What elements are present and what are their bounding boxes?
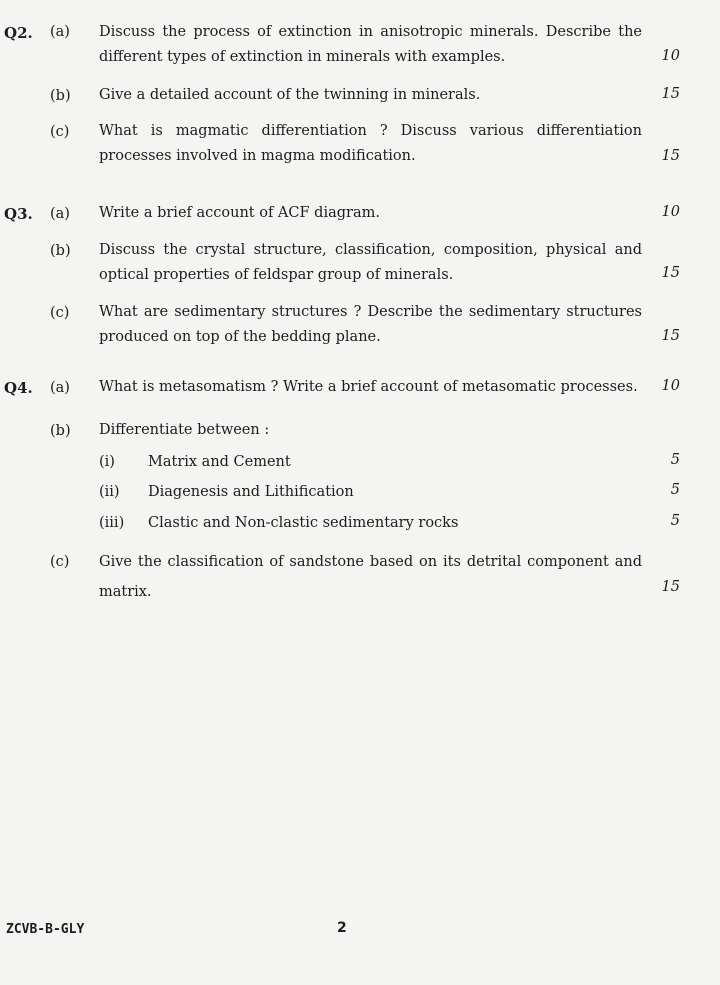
part-label: (b) [50, 243, 71, 259]
subpart-label: (iii) [99, 515, 125, 531]
question-text: What is metasomatism ? Write a brief account of metasomatic processes. [99, 379, 638, 395]
marks: 5 [670, 513, 680, 529]
marks: 15 [661, 579, 680, 595]
marks: 10 [661, 204, 680, 220]
question-text: What are sedimentary structures ? Describe the sedimentary structures produced on top of the bedding plane. [99, 304, 642, 345]
question-number: Q3. [4, 205, 33, 223]
question-text: Give the classification of sandstone based on its detrital component and matrix. [99, 554, 642, 600]
marks: 10 [661, 378, 680, 394]
question-text: Give a detailed account of the twinning in minerals. [99, 87, 481, 103]
question-text: Discuss the process of extinction in anisotropic minerals. Describe the different types of extinction in minerals with examples. [99, 24, 642, 65]
marks: 5 [670, 452, 680, 468]
marks: 15 [661, 148, 680, 164]
part-label: (a) [50, 24, 70, 40]
question-text: Discuss the crystal structure, classification, composition, physical and optical properties of feldspar group of minerals. [99, 242, 642, 283]
part-label: (a) [50, 206, 70, 222]
marks: 15 [661, 265, 680, 281]
question-text: What is magmatic differentiation ? Discuss various differentiation processes involved in magma modification. [99, 123, 642, 164]
part-label: (b) [50, 423, 71, 439]
part-label: (c) [50, 554, 70, 570]
page-number: 2 [337, 920, 347, 936]
marks: 5 [670, 482, 680, 498]
marks: 10 [661, 48, 680, 64]
marks: 15 [661, 328, 680, 344]
marks: 15 [661, 86, 680, 102]
subpart-text: Matrix and Cement [148, 454, 291, 470]
question-text: Write a brief account of ACF diagram. [99, 205, 380, 221]
question-number: Q2. [4, 24, 33, 42]
question-text: Differentiate between : [99, 422, 270, 438]
part-label: (c) [50, 124, 70, 140]
part-label: (b) [50, 88, 71, 104]
subpart-text: Clastic and Non-clastic sedimentary rocks [148, 515, 459, 531]
paper-code: ZCVB-B-GLY [6, 922, 85, 937]
subpart-text: Diagenesis and Lithification [148, 484, 354, 500]
part-label: (c) [50, 305, 70, 321]
subpart-label: (i) [99, 454, 115, 470]
part-label: (a) [50, 380, 70, 396]
subpart-label: (ii) [99, 484, 120, 500]
question-number: Q4. [4, 379, 33, 397]
